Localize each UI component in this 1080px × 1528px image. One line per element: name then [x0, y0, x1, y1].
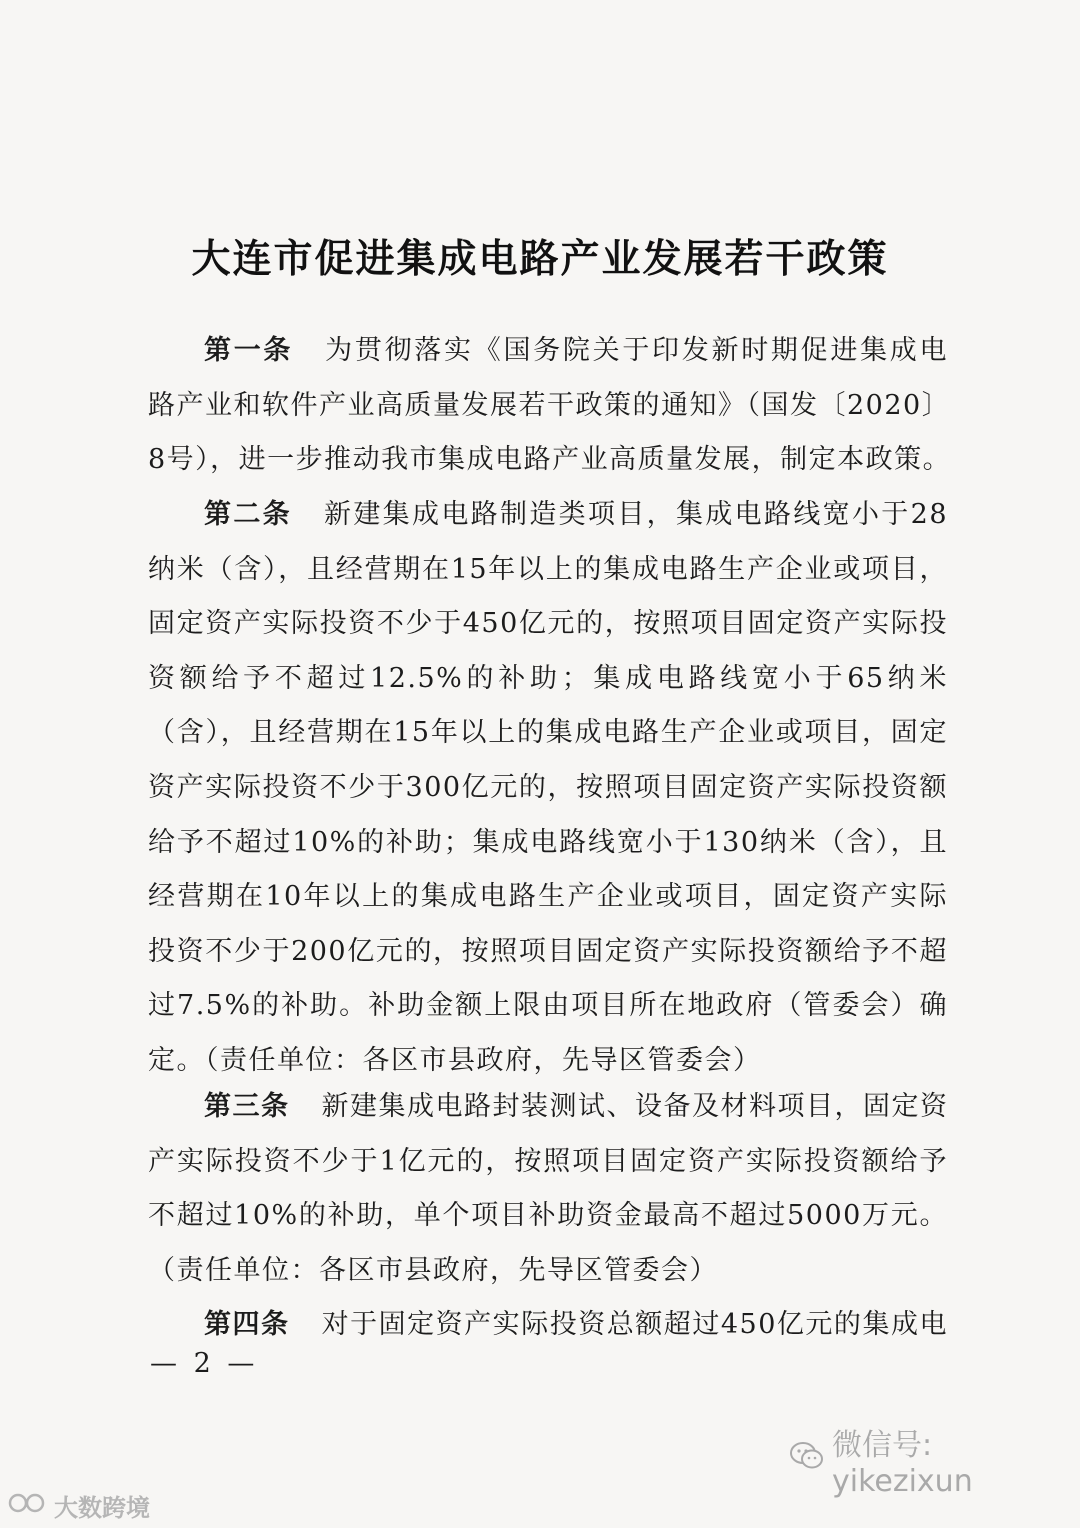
article-3-line-2: 产实际投资不少于1亿元的，按照项目固定资产实际投资额给予 — [148, 1145, 948, 1177]
article-2 — [148, 488, 948, 1089]
article-2-line-3: 固定资产实际投资不少于450亿元的，按照项目固定资产实际投 — [148, 608, 948, 640]
article-2-line-8: 经营期在10年以上的集成电路生产企业或项目，固定资产实际 — [148, 881, 948, 913]
article-1-label: 第一条 — [204, 335, 294, 366]
article-3-line-4: （责任单位：各区市县政府，先导区管委会） — [148, 1254, 718, 1286]
wechat-icon — [790, 1441, 824, 1479]
article-4-label: 第四条 — [204, 1309, 290, 1340]
article-2-line-10: 过7.5%的补助。补助金额上限由项目所在地政府（管委会）确 — [148, 990, 948, 1022]
document-title: 大连市促进集成电路产业发展若干政策 — [191, 237, 889, 282]
article-2-label: 第二条 — [204, 499, 292, 530]
brand-logo-icon — [8, 1490, 48, 1522]
article-2-line-5: （含），且经营期在15年以上的集成电路生产企业或项目，固定 — [148, 717, 948, 749]
article-2-line-11: 定。（责任单位：各区市县政府，先导区管委会） — [148, 1044, 762, 1076]
article-2-line-4: 资额给予不超过12.5%的补助；集成电路线宽小于65纳米 — [148, 662, 948, 694]
article-3-line-1: 第三条 新建集成电路封装测试、设备及材料项目，固定资 — [204, 1091, 949, 1122]
page-number: — 2 — — [150, 1348, 259, 1379]
article-2-line-9: 投资不少于200亿元的，按照项目固定资产实际投资额给予不超 — [148, 935, 948, 967]
wechat-watermark — [790, 1420, 1080, 1499]
article-2-line-1: 第二条 新建集成电路制造类项目，集成电路线宽小于28 — [204, 499, 948, 530]
article-1-line-3: 8号），进一步推动我市集成电路产业高质量发展，制定本政策。 — [148, 444, 952, 476]
article-3-label: 第三条 — [204, 1091, 290, 1122]
article-2-line-2: 纳米（含），且经营期在15年以上的集成电路生产企业或项目， — [148, 553, 948, 585]
article-3-line-3: 不超过10%的补助，单个项目补助资金最高不超过5000万元。 — [148, 1200, 948, 1232]
article-1-line-2: 路产业和软件产业高质量发展若干政策的通知》（国发〔2020〕 — [148, 389, 951, 421]
article-3 — [148, 1080, 948, 1298]
article-4 — [148, 1298, 948, 1353]
article-1-line-1: 第一条 为贯彻落实《国务院关于印发新时期促进集成电 — [204, 335, 949, 366]
brand-watermark — [8, 1488, 150, 1523]
wechat-id-text: 微信号: yikezixun — [832, 1428, 973, 1499]
brand-logo-text: 大数跨境 — [54, 1494, 150, 1522]
article-4-line-1: 第四条 对于固定资产实际投资总额超过450亿元的集成电 — [204, 1309, 948, 1340]
article-1 — [148, 324, 952, 488]
article-2-line-7: 给予不超过10%的补助；集成电路线宽小于130纳米（含），且 — [148, 826, 948, 858]
article-2-line-6: 资产实际投资不少于300亿元的，按照项目固定资产实际投资额 — [148, 771, 948, 803]
